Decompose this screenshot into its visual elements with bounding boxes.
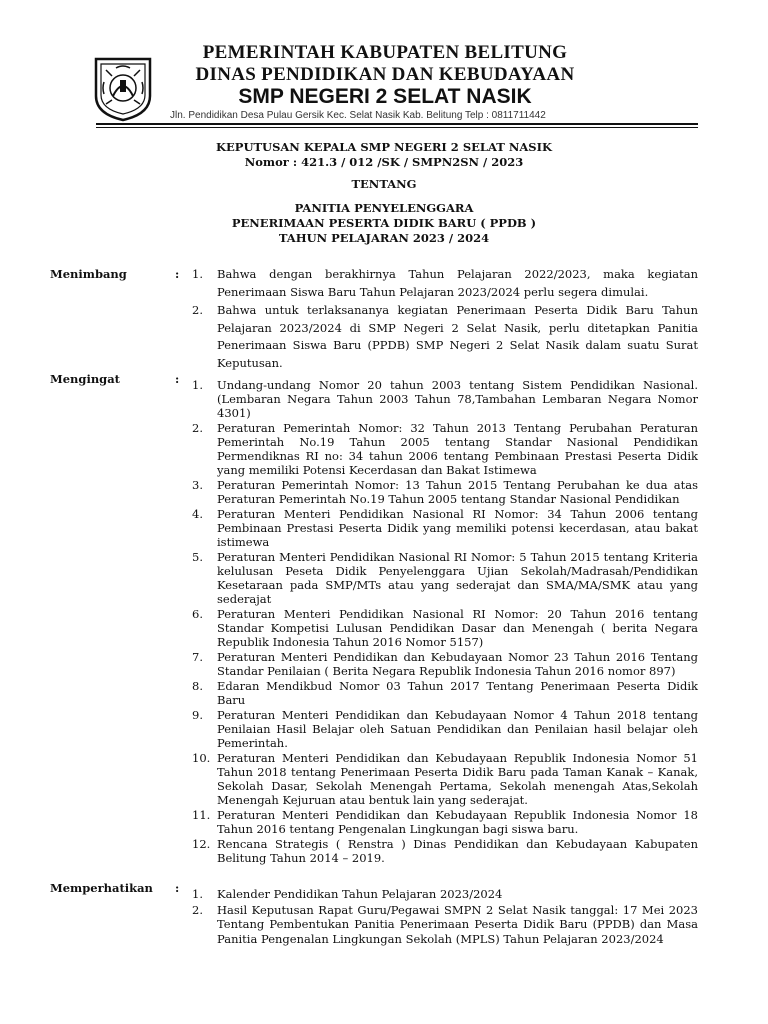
list-item (192, 478, 698, 506)
decree-tentang: TENTANG (351, 177, 417, 191)
item-number: 12. (192, 837, 211, 851)
decree-number: Nomor : 421.3 / 012 /SK / SMPN2SN / 2023 (244, 155, 524, 169)
item-number: 2. (192, 902, 203, 917)
item-text: Peraturan Menteri Pendidikan dan Kebudayaan Nomor 23 Tahun 2016 Tentang Standar Penilaian ( Berita Negara Republik Indonesia Tahun 2016 nomor 897) (217, 650, 698, 678)
item-text: Hasil Keputusan Rapat Guru/Pegawai SMPN 2 Selat Nasik tanggal: 17 Mei 2023 Tentang Pembentukan Panitia Penerimaan Peserta Didik Baru (PPDB) dan Masa Panitia Pengenalan Lingkungan Sekolah (MPLS) Tahun Pelajaran 2023/2024 (217, 902, 698, 946)
item-number: 1. (192, 887, 203, 901)
letterhead-address: Jln. Pendidikan Desa Pulau Gersik Kec. Selat Nasik Kab. Belitung Telp : 0811711442 (170, 110, 546, 121)
letterhead-school: SMP NEGERI 2 SELAT NASIK (238, 85, 532, 108)
list-item (192, 679, 698, 707)
item-text: Peraturan Menteri Pendidikan Nasional RI Nomor: 5 Tahun 2015 tentang Kriteria kelulusan Peseta Didik Penyelenggara Ujian Sekolah/Madrasah/Pendidikan Kesetaraan pada SMP/MTs atau yang sederajat dan SMA/MA/SMK atau yang sederajat (217, 550, 698, 606)
district-logo-emblem (92, 56, 154, 122)
list-item (192, 550, 698, 606)
list-item (192, 378, 698, 420)
item-number: 1. (192, 378, 203, 392)
item-number: 9. (192, 708, 203, 722)
item-number: 2. (192, 303, 203, 317)
list-item (192, 903, 698, 947)
item-text: Rencana Strategis ( Renstra ) Dinas Pendidikan dan Kebudayaan Kabupaten Belitung Tahun 2014 – 2019. (217, 837, 698, 865)
decree-subject-line3: TAHUN PELAJARAN 2023 / 2024 (278, 231, 490, 245)
menimbang-list (192, 266, 698, 373)
item-text: Edaran Mendikbud Nomor 03 Tahun 2017 Tentang Penerimaan Peserta Didik Baru (217, 679, 698, 707)
item-text: Peraturan Menteri Pendidikan dan Kebudayaan Republik Indonesia Nomor 18 Tahun 2016 tentang Pengenalan Lingkungan bagi siswa baru. (217, 808, 698, 836)
decree-subject-line2: PENERIMAAN PESERTA DIDIK BARU ( PPDB ) (231, 216, 537, 230)
list-item (192, 302, 698, 372)
section-label-mengingat: Mengingat (50, 372, 120, 386)
item-number: 10. (192, 751, 211, 765)
section-label-memperhatikan: Memperhatikan (50, 881, 153, 895)
item-text: Peraturan Menteri Pendidikan Nasional RI Nomor: 20 Tahun 2016 tentang Standar Kompetisi Lulusan Pendidikan Dasar dan Menengah ( berita Negara Republik Indonesia Tahun 2016 Nomor 5157) (217, 607, 698, 649)
item-number: 2. (192, 421, 203, 435)
item-text: Peraturan Menteri Pendidikan dan Kebudayaan Nomor 4 Tahun 2018 tentang Penilaian Hasil Belajar oleh Satuan Pendidikan dan Penilaian hasil belajar oleh Pemerintah. (217, 708, 698, 750)
item-text: Peraturan Pemerintah Nomor: 32 Tahun 2013 Tentang Perubahan Peraturan Pemerintah No.19 Tahun 2005 tentang Standar Nasional Pendidikan Permendiknas RI no: 34 tahun 2006 tentang Pembinaan Prestasi Peserta Didik yang memiliki Potensi Kecerdasan dan Bakat Istimewa (217, 421, 698, 477)
letterhead-department: DINAS PENDIDIKAN DAN KEBUDAYAAN (195, 64, 575, 85)
item-number: 1. (192, 267, 203, 281)
section-colon: : (175, 881, 180, 895)
list-item (192, 837, 698, 865)
section-colon: : (175, 267, 180, 281)
section-colon: : (175, 372, 180, 386)
letterhead-thick-rule (96, 123, 698, 125)
list-item (192, 650, 698, 678)
letterhead-government: PEMERINTAH KABUPATEN BELITUNG (202, 42, 568, 63)
item-number: 11. (192, 808, 211, 822)
item-number: 8. (192, 679, 203, 693)
mengingat-list (192, 378, 698, 866)
item-text: Bahwa dengan berakhirnya Tahun Pelajaran 2022/2023, maka kegiatan Penerimaan Siswa Baru Tahun Pelajaran 2023/2024 perlu segera dimulai. (217, 267, 698, 299)
item-text: Peraturan Pemerintah Nomor: 13 Tahun 2015 Tentang Perubahan ke dua atas Peraturan Pemerintah No.19 Tahun 2005 tentang Standar Nasional Pendidikan (217, 478, 698, 506)
section-label-menimbang: Menimbang (50, 267, 127, 281)
decree-subject-line1: PANITIA PENYELENGGARA (294, 201, 474, 215)
list-item (192, 751, 698, 807)
memperhatikan-list (192, 887, 698, 947)
item-number: 5. (192, 550, 203, 564)
letterhead-thin-rule (96, 127, 698, 128)
item-text: Peraturan Menteri Pendidikan dan Kebudayaan Republik Indonesia Nomor 51 Tahun 2018 tentang Penerimaan Peserta Didik Baru pada Taman Kanak – Kanak, Sekolah Dasar, Sekolah Menengah Pertama, Sekolah menengah Atas,Sekolah Menengah Kejuruan atau bentuk lain yang sederajat. (217, 751, 698, 807)
item-number: 4. (192, 507, 203, 521)
item-text: Kalender Pendidikan Tahun Pelajaran 2023/2024 (217, 887, 503, 901)
list-item (192, 507, 698, 549)
decree-title: KEPUTUSAN KEPALA SMP NEGERI 2 SELAT NASIK (216, 140, 552, 154)
list-item (192, 607, 698, 649)
item-text: Peraturan Menteri Pendidikan Nasional RI Nomor: 34 Tahun 2006 tentang Pembinaan Prestasi Peserta Didik yang memiliki potensi kecerdasan, atau bakat istimewa (217, 507, 698, 549)
list-item (192, 808, 698, 836)
list-item (192, 266, 698, 301)
list-item (192, 421, 698, 477)
item-text: Bahwa untuk terlaksananya kegiatan Penerimaan Peserta Didik Baru Tahun Pelajaran 2023/2024 di SMP Negeri 2 Selat Nasik, perlu ditetapkan Panitia Penerimaan Siswa Baru (PPDB) SMP Negeri 2 Selat Nasik dalam suatu Surat Keputusan. (217, 303, 698, 370)
item-text: Undang-undang Nomor 20 tahun 2003 tentang Sistem Pendidikan Nasional. (Lembaran Negara Tahun 2003 Tahun 78,Tambahan Lembaran Negara Nomor 4301) (217, 378, 698, 420)
item-number: 3. (192, 478, 203, 492)
list-item (192, 887, 698, 902)
item-number: 7. (192, 650, 203, 664)
item-number: 6. (192, 607, 203, 621)
list-item (192, 708, 698, 750)
